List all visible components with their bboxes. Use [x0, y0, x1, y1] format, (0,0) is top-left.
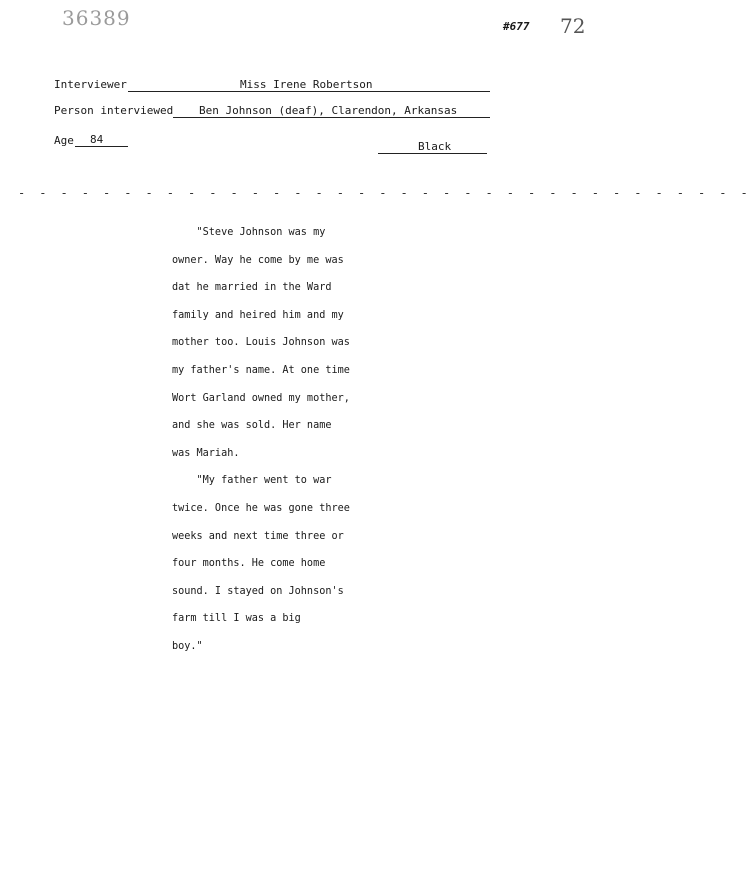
age-underline — [75, 146, 128, 147]
narrative-line: and she was sold. Her name — [172, 420, 332, 432]
section-separator: - - - - - - - - - - - - - - - - - - - - - - - - - - - - - - - - - - - — [18, 186, 751, 200]
archive-stamp-number: 36389 — [62, 6, 131, 30]
narrative-line: twice. Once he was gone three — [172, 502, 350, 514]
narrative-line: farm till I was a big — [172, 613, 301, 625]
narrative-line: "My father went to war — [172, 475, 332, 487]
narrative-line: four months. He come home — [172, 558, 326, 570]
page-number: 72 — [560, 14, 586, 38]
narrative-line: owner. Way he come by me was — [172, 254, 344, 266]
narrative-line: mother too. Louis Johnson was — [172, 337, 350, 349]
narrative-line: dat he married in the Ward — [172, 282, 332, 294]
interviewer-label: Interviewer — [54, 78, 127, 91]
person-interviewed-underline — [173, 117, 490, 118]
person-interviewed-value: Ben Johnson (deaf), Clarendon, Arkansas — [199, 104, 458, 117]
race-value: Black — [418, 140, 452, 153]
race-underline — [378, 153, 487, 154]
narrative-line: my father's name. At one time — [172, 364, 350, 376]
age-value: 84 — [90, 133, 104, 146]
narrative-line: family and heired him and my — [172, 309, 344, 321]
narrative-text — [172, 219, 432, 661]
interviewer-value: Miss Irene Robertson — [240, 78, 373, 91]
age-label: Age — [54, 134, 74, 147]
narrative-line: "Steve Johnson was my — [172, 227, 326, 238]
narrative-line: weeks and next time three or — [172, 530, 344, 542]
file-number: #677 — [503, 20, 530, 33]
interviewer-underline — [128, 91, 490, 92]
narrative-line: Wort Garland owned my mother, — [172, 392, 350, 404]
person-interviewed-label: Person interviewed — [54, 104, 174, 117]
narrative-line: sound. I stayed on Johnson's — [172, 585, 344, 597]
narrative-line: boy." — [172, 640, 203, 652]
narrative-line: was Mariah. — [172, 447, 240, 459]
